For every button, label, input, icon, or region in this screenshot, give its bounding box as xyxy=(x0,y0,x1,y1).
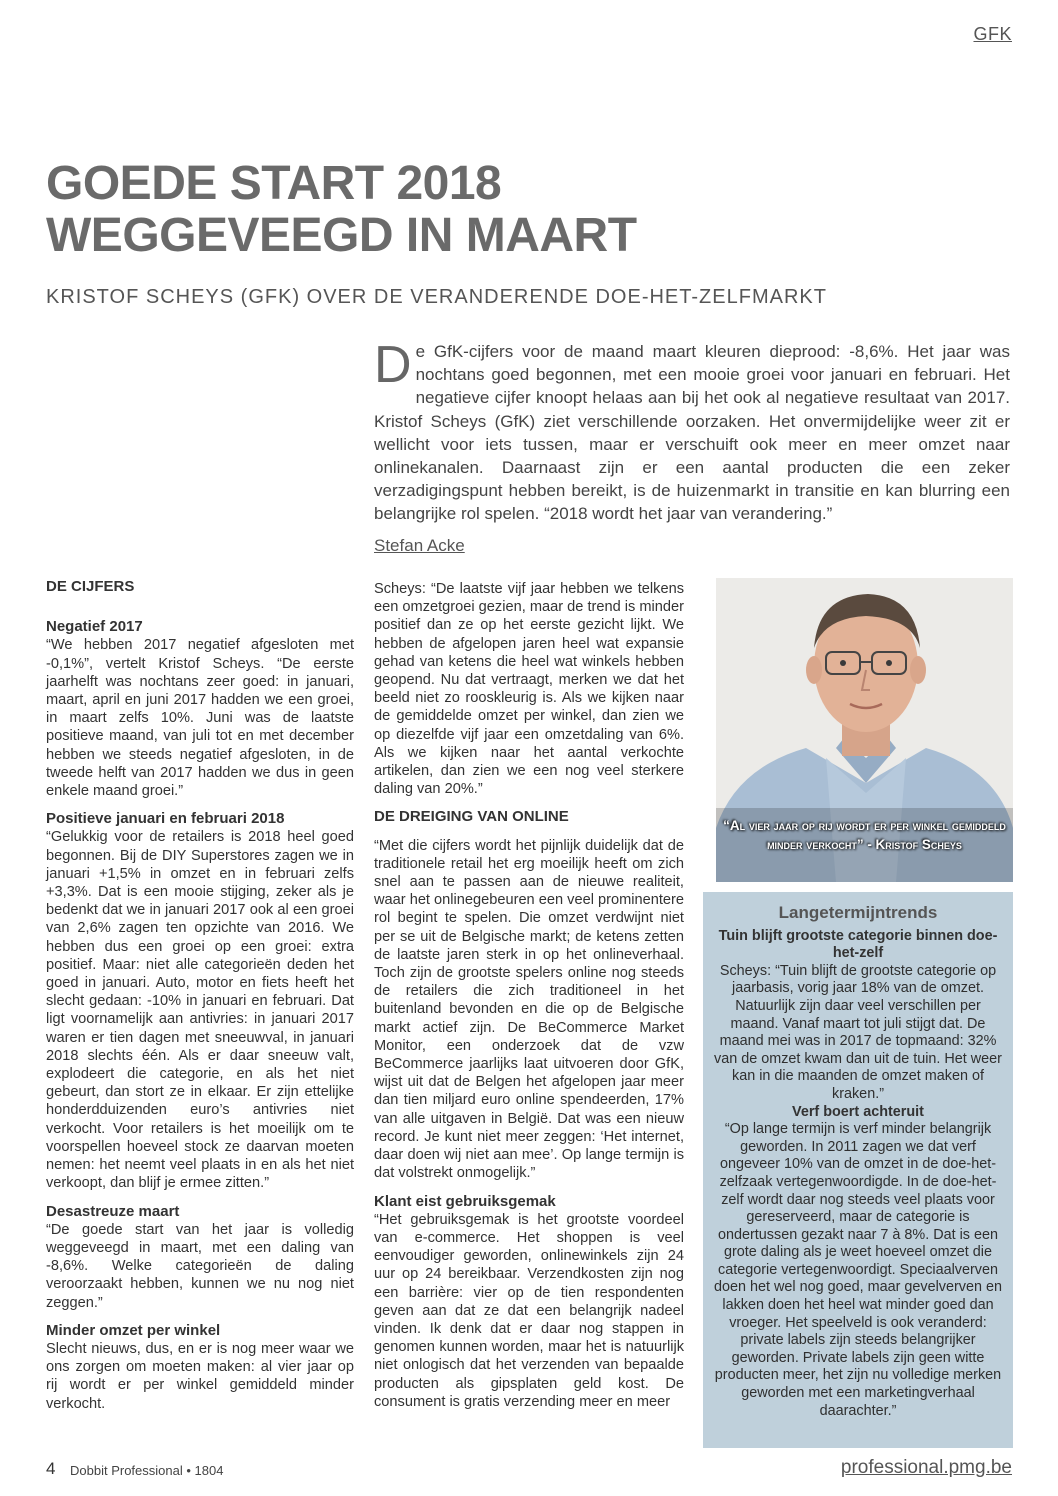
paragraph-negatief-2017: “We hebben 2017 negatief afgesloten met -0,1%”, vertelt Kristof Scheys. “De eerste jaarhelft was nochtans zeer goed: in januari, maart, april en juni 2017 hadden we een groei, in maart zelfs 10%. Juni was de laatste positieve maand, van juli tot en met december hebben we steeds negatief afgesloten, in de tweede helft van 2017 hadden we dus in geen enkele maand groei.” xyxy=(46,637,354,800)
headline-line-2: WEGGEVEEGD IN MAART xyxy=(46,209,637,262)
paragraph-desastreuze-maart: “De goede start van het jaar is volledig weggeveegd in maart, met een daling van -8,6%. Welke categorieën de daling veroorzaakt hebben, kunnen we nu nog niet zeggen.” xyxy=(46,1221,354,1311)
headline xyxy=(46,158,746,262)
section-tag: GFK xyxy=(973,24,1012,44)
trends-subheading-tuin: Tuin blijft grootste categorie binnen doe-het-zelf xyxy=(718,927,998,962)
paragraph-gebruiksgemak: “Het gebruiksgemak is het grootste voordeel van e-commerce. Het shoppen is veel eenvoudiger geworden, onlinewinkels zijn 24 uur op 24 bereikbaar. Verzendkosten zijn nog een barrière: vier op de tien respondenten geven aan dat ze dat een belangrijk nadeel vinden. Ik denk dat er daar nog stappen in genomen kunnen worden, maar het is natuurlijk niet onlogisch dat het verzenden van bepaalde producten als gipsplaten geld kost. De consument is gratis verzending meer en meer xyxy=(374,1211,684,1410)
paragraph-scheys-trend: Scheys: “De laatste vijf jaar hebben we telkens een omzetgroei gezien, maar de trend is minder positief dan ze op het eerste gezicht lijkt. We hebben de afgelopen jaren heel wat expansie gehad van ketens die heel wat winkels hebben geopend. Nu dat vertraagt, merken we dat het beeld niet zo rooskleurig is. Als we kijken naar de gemiddelde omzet per winkel, dan zien we op diezelfde vijf jaar een omzetdaling van 6%. Als we kijken naar het aantal verkochte artikelen, dan zien we een nog veel sterkere daling van 20%.” xyxy=(374,581,684,798)
subtitle: KRISTOF SCHEYS (GFK) OVER DE VERANDERENDE DOE-HET-ZELFMARKT xyxy=(46,286,827,308)
publication-name: Dobbit Professional • 1804 xyxy=(70,1463,224,1478)
page-number: 4 xyxy=(46,1459,56,1478)
headline-line-1: GOEDE START 2018 xyxy=(46,157,502,210)
subheading-negatief-2017: Negatief 2017 xyxy=(46,618,143,636)
trends-title: Langetermijntrends xyxy=(778,903,938,922)
intro-text: e GfK-cijfers voor de maand maart kleuren dieprood: -8,6%. Het jaar was nochtans goed begonnen, met een mooie groei voor januari en februari. Het negatieve cijfer knoopt helaas aan bij het ook al negatieve resultaat van 2017. Kristof Scheys (GfK) ziet verschillende oorzaken. Het onvermijdelijke weer zit er wellicht voor iets tussen, maar er verschuift ook meer en meer omzet naar onlinekanalen. Daarnaast zijn er een aantal producten die een zeker verzadigingspunt hebben bereikt, is de huizenmarkt in transitie en kan blurring een belangrijke rol spelen. “2018 wordt het jaar van verandering.” xyxy=(374,342,1010,524)
drop-cap: D xyxy=(374,336,412,394)
intro-paragraph xyxy=(374,336,1010,526)
subheading-positieve-januari: Positieve januari en februari 2018 xyxy=(46,810,285,828)
trends-subheading-verf: Verf boert achteruit xyxy=(792,1103,924,1120)
paragraph-positieve-januari: “Gelukkig voor de retailers is 2018 heel goed begonnen. Bij de DIY Superstores zagen we in januari +1,5% in omzet en in februari zelfs +3,3%. Dat is een mooie stijging, zeker als je bedenkt dat we in januari 2017 ook al een groei van 2,6% zagen ten opzichte van 2016. We hebben dus een groei op een groei: extra positief. Maar: niet alle categorieën deden het goed in januari. Auto, motor en fiets heeft het slecht gedaan: -10% in januari en februari. Dat ligt voornamelijk aan antivries: in januari 2017 waren er tien dagen met sneeuwval, in januari 2018 slechts één. Als er daar sneeuw valt, explodeert die categorie, en als het niet gebeurt, dan stort ze in elkaar. Er zijn ettelijke honderdduizenden euro’s antivries niet verkocht. Voor retailers is het moeilijk om te voorspellen hoeveel stock ze daarvan moeten nemen: het neemt veel plaats in en als het niet verkoopt, dan blijf je ermee zitten.” xyxy=(46,829,354,1192)
trends-box xyxy=(703,892,1013,1448)
column-2 xyxy=(374,580,684,1421)
section-heading-online: DE DREIGING VAN ONLINE xyxy=(374,808,569,826)
photo-caption: “Al vier jaar op rij wordt er per winkel gemiddeld minder verkocht” - Kristof Scheys xyxy=(723,818,1006,852)
subheading-minder-omzet: Minder omzet per winkel xyxy=(46,1321,221,1339)
author-byline[interactable]: Stefan Acke xyxy=(374,536,465,555)
paragraph-minder-omzet: Slecht nieuws, dus, en er is nog meer waar we ons zorgen om moeten maken: al vier jaar op rij wordt er per winkel gemiddeld minder verkocht. xyxy=(46,1340,354,1412)
paragraph-online: “Met die cijfers wordt het pijnlijk duidelijk dat de traditionele retail het erg moeilijk heeft om zich snel aan te passen aan de nieuwe realiteit, waar het onlinegebeuren een veel prominentere rol begint te spelen. Die omzet verdwijnt niet per se uit de Belgische markt; de ketens zetten de laatste jaren sterk in op het onlineverhaal. Toch zijn de grootste spelers online nog steeds de retailers die zich traditioneel in het buitenland bevonden en die op de Belgische markt actief zijn. De BeCommerce Market Monitor, een onderzoek dat de vzw BeCommerce jaarlijks laat uitvoeren door GfK, wijst uit dat de Belgen het afgelopen jaar meer dan tien miljard euro online spendeerden, 17% van alle uitgaven in België. Dat was een nieuw record. Je kunt niet meer zeggen: ‘Het internet, daar doen wij niet aan mee’. Op lange termijn is dat volstrekt onmogelijk.” xyxy=(374,837,684,1182)
trends-paragraph-verf: “Op lange termijn is verf minder belangrijk geworden. In 2011 zagen we dat verf ongeveer 10% van de omzet in de doe-het-zelfzaak vertegenwoordigde. In de doe-het-zelf wordt daar nog steeds veel plaats voor gereserveerd, maar de categorie is ondertussen gezakt naar 7 à 8%. Dat is een grote daling als je weet hoeveel omzet die categorie vertegenwoordigt. Speciaalverven doen het wel nog goed, maar gevelverven en lakken doen het heel wat minder goed dan vroeger. Het speelveld is ook veranderd: private labels zijn steeds belangrijker geworden. Private labels zijn geen witte producten meer, het zijn nu volledige merken geworden met een marketingverhaal daarachter.” xyxy=(713,1121,1002,1419)
section-heading-cijfers: DE CIJFERS xyxy=(46,578,135,595)
column-1 xyxy=(46,578,354,1423)
website-link[interactable]: professional.pmg.be xyxy=(840,1457,1012,1478)
subheading-gebruiksgemak: Klant eist gebruiksgemak xyxy=(374,1192,556,1210)
subheading-desastreuze-maart: Desastreuze maart xyxy=(46,1202,180,1220)
trends-paragraph-tuin: Scheys: “Tuin blijft de grootste categorie op jaarbasis, vorig jaar 18% van de omzet. Natuurlijk zijn daar veel verschillen per maand. Vanaf maart tot juli stijgt dat. De maand mei was in 2017 de topmaand: 32% van de omzet kwam dan uit de tuin. Het weer kan in die maanden de omzet maken of kraken.” xyxy=(714,962,1002,1102)
